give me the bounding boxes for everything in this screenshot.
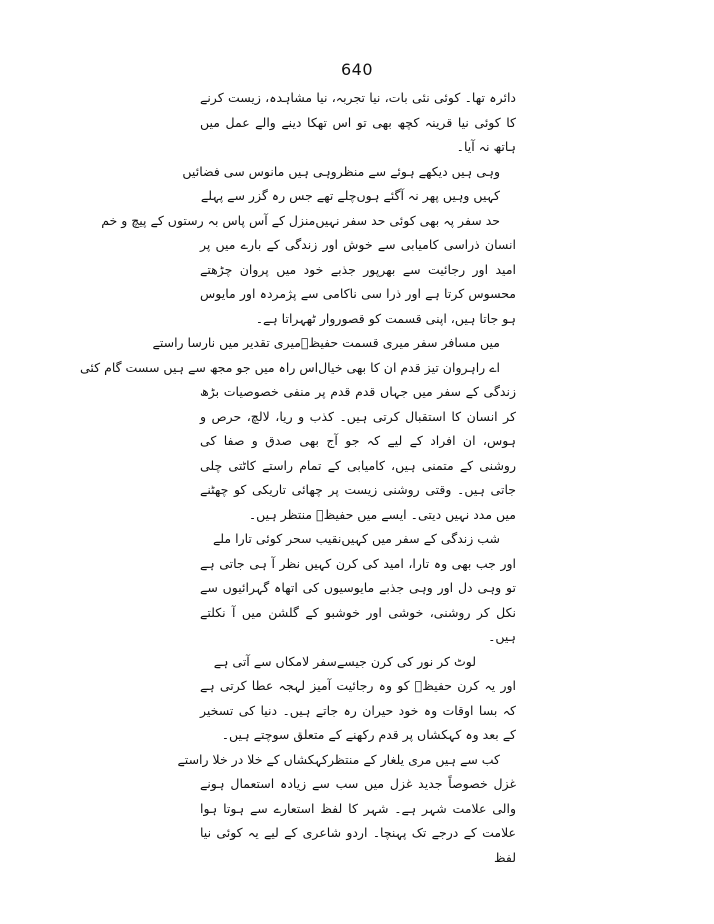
verse-line-second: میری تقدیر میں نارسا راستے <box>152 335 301 350</box>
verse-couplet <box>152 331 516 356</box>
verse-line-first: لوٹ کر نور کی کرن جیسے <box>336 653 476 669</box>
paragraph: غزل خصوصاً جدید غزل میں سب سے زیادہ استعمال ہونے والی علامت شہر ہے۔ شہر کا لفظ استعارے سے ہوتا ہوا علامت کے درجے تک پہنچا۔ اردو شاعری کے لیے یہ کوئی نیا لفظ <box>200 776 516 865</box>
verse-line-first: حد سفر پہ بھی کوئی حد سفر نہیں <box>315 212 500 228</box>
paragraph: اور جب بھی وہ تارا، امید کی کرن کہیں نظر آ ہی جاتی ہے تو وہی دل اور وہی جذبے مایوسیوں کی اتھاہ گہرائیوں سے نکل کر روشنی، خوشی اور خوشبو کے گلشن میں آ نکلتے ہیں۔ <box>200 555 516 644</box>
paragraph: دائرہ تھا۔ کوئی نئی بات، نیا تجربہ، نیا مشاہدہ، زیست کرنے کا کوئی نیا قرینہ کچھ بھی تو اس تھکا دینے والے عمل میں ہاتھ نہ آیا۔ <box>200 90 516 154</box>
verse-couplet <box>177 748 516 773</box>
verse-line-first: کہیں وہیں پھر نہ آگئے ہوں <box>356 188 500 203</box>
verse-couplet <box>200 650 516 675</box>
verse-line-first: کب سے ہیں مری یلغار کے منتظر <box>327 751 500 767</box>
verse-line-second: کہکشاں کے خلا در خلا راستے <box>177 751 328 767</box>
verse-line-second: سفر لامکاں سے آتی ہے <box>213 653 337 669</box>
verse-line-second: منزل کے آس پاس بہ رستوں کے پیچ و خم <box>101 212 316 228</box>
verse-couplet <box>182 160 516 185</box>
paragraph: انسان ذراسی کامیابی سے خوش اور زندگی کے بارے میں پر امید اور رجائیت سے بھرپور جذبے خود میں پروان چڑھتے محسوس کرتا ہے اور ذرا سی ناکامی سے پژمردہ اور مایوس ہو جاتا ہیں، اپنی قسمت کو قصوروار ٹھہراتا ہے۔ <box>200 237 516 326</box>
page-body <box>79 86 516 870</box>
verse-line-first: وہی ہیں دیکھے ہوئے سے منظر <box>336 163 500 179</box>
page-number: 640 <box>340 60 374 79</box>
verse-couplet <box>200 184 516 209</box>
verse-couplet <box>79 356 516 381</box>
paragraph: زندگی کے سفر میں جہاں قدم قدم پر منفی خصوصیات بڑھ کر انسان کا استقبال کرتی ہیں۔ کذب و ریا، لالچ، حرص و ہوس، ان افراد کے لیے کہ جو آج بھی صدق و صفا کی روشنی کے متمنی ہیں، کامیابی کے تمام راستے کاٹتی چلی جاتی ہیں۔ وقتی روشنی زیست پر چھائی تاریکی کو چھٹنے میں مدد نہیں دیتی۔ ایسے میں حفیظؔ منتظر ہیں۔ <box>200 384 516 522</box>
paragraph: اور یہ کرن حفیظؔ کو وہ رجائیت آمیز لہجہ عطا کرتی ہے کہ بسا اوقات وہ خود حیران رہ جاتے ہیں۔ دنیا کی تسخیر کے بعد وہ کہکشاں پر قدم رکھنے کے متعلق سوچتے ہیں۔ <box>200 678 516 742</box>
verse-line-first: میں مسافر سفر میری قسمت حفیظؔ <box>300 335 500 350</box>
verse-line-second: چلے تھے جس رہ گزر سے پہلے <box>200 188 357 203</box>
verse-line-second: اس راہ میں جو مجھ سے ہیں سست گام کئی <box>79 359 319 375</box>
verse-line-first: شب زندگی کے سفر میں کہیں <box>341 531 500 546</box>
verse-couplet <box>200 527 516 552</box>
verse-line-second: نقیب سحر کوئی تارا ملے <box>212 531 342 546</box>
verse-line-first: اے راہروان تیز قدم ان کا بھی خیال <box>318 359 500 375</box>
verse-line-second: وہی ہیں مانوس سی فضائیں <box>182 163 337 179</box>
verse-couplet <box>101 209 516 234</box>
